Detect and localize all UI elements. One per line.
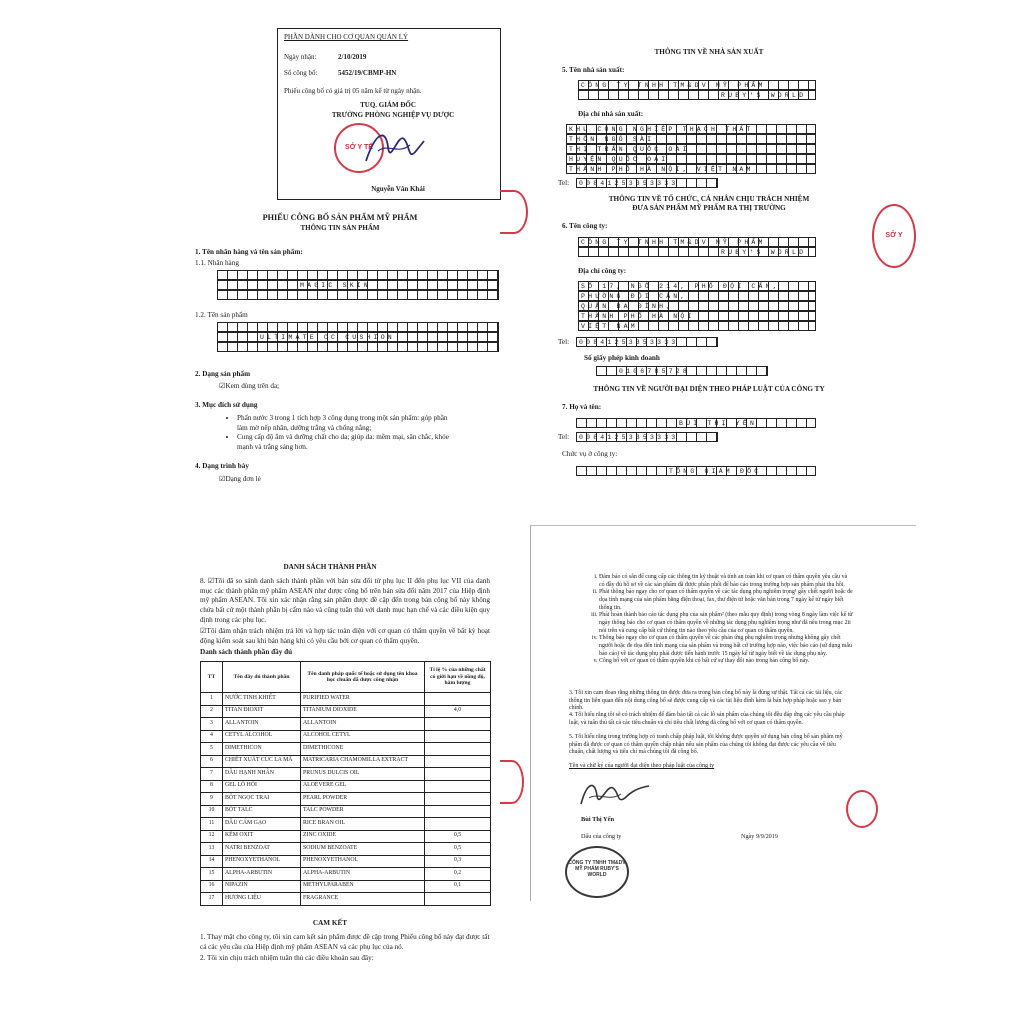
obligations-list <box>587 574 854 666</box>
cell-name: NATRI BENZOAT <box>223 843 301 856</box>
cell-name: ALPHA-ARBUTIN <box>223 868 301 881</box>
page-product-info <box>155 8 500 488</box>
product-name: ULTIMATE CC CUSHION <box>217 332 499 342</box>
company-addr-2: PHƯỜNG ĐỘI CẤN, <box>578 291 816 301</box>
cell-inci: TITANIUM DIOXIDE <box>301 705 425 718</box>
cell-name: BỘT NGỌC TRAI <box>223 793 301 806</box>
header-percent: Tỉ lệ % của những chất có giới hạn về nồng độ, hàm lượng <box>425 662 491 693</box>
cell-tt: 4 <box>201 730 223 743</box>
maker-addr-4: HUYỆN QUỐC OAI <box>566 154 816 164</box>
cell-tt: 3 <box>201 718 223 731</box>
obligation-item: ii. Phải thông báo ngay cho cơ quan có thẩm quyền về các tác dụng phụ nghiêm trọng¹ gây chết người hoặc đe dọa tính mạng của sản phẩm bằng điện thoại, fax, thư điện tử hoặc văn bản trong 7 ngày kể từ ngày biết thông tin. <box>599 589 854 612</box>
cell-name: GEL LÔ HỘI <box>223 780 301 793</box>
section-1-title: 1. Tên nhãn hàng và tên sản phẩm: <box>195 248 303 256</box>
cell-tt: 15 <box>201 868 223 881</box>
cell-inci: SODIUM BENZOATE <box>301 843 425 856</box>
table-row <box>201 830 491 843</box>
cell-tt: 13 <box>201 843 223 856</box>
cell-inci: ZINC OXIDE <box>301 830 425 843</box>
maker-name-1: CÔNG TY TNHH TM&DV MỸ PHẨM <box>578 80 816 90</box>
brand-name: MAGIC SKIN <box>217 280 499 290</box>
obligation-item: v. Công bố với cơ quan có thẩm quyền khi có bất cứ sự thay đổi nào trong bản công bố này. <box>599 658 854 666</box>
rep-signer: Bùi Thị Yến <box>581 816 615 823</box>
product-grid-row-3 <box>217 342 499 352</box>
license-number: 0106785728 <box>596 366 768 376</box>
section-4-title: 4. Dạng trình bày <box>195 462 249 470</box>
table-row <box>201 868 491 881</box>
edge-stamp-icon: SỞ Y <box>872 204 916 268</box>
cell-tt: 6 <box>201 755 223 768</box>
cell-tt: 10 <box>201 805 223 818</box>
cell-inci: PRUNUS DULCIS OIL <box>301 768 425 781</box>
commitment-4: 4. Tôi hiểu rằng tôi sẽ có trách nhiệm để đảm bảo tất cả các lô sản phẩm của chúng tôi đều đáp ứng các yêu cầu pháp luật, và tuân thủ tất cả các tiêu chuẩn và chỉ tiêu chất lượng đã công bố với cơ quan có thẩm quyền. <box>569 712 845 726</box>
company-name-1: CÔNG TY TNHH TM&DV MỸ PHẨM <box>578 237 816 247</box>
company-addr-4: THÀNH PHỐ HÀ NỘI <box>578 311 816 321</box>
cell-percent: 0,5 <box>425 830 491 843</box>
cell-name: KẼM OXIT <box>223 830 301 843</box>
company-seal: CÔNG TY TNHH TM&DV MỸ PHẨM RUBY'S WORLD <box>565 846 629 898</box>
table-row <box>201 755 491 768</box>
maker-addr-1: KHU CÔNG NGHIỆP THẠCH THẤT <box>566 124 816 134</box>
cell-tt: 7 <box>201 768 223 781</box>
cell-percent <box>425 718 491 731</box>
approver-line1: TUQ. GIÁM ĐỐC <box>360 101 416 109</box>
cell-percent <box>425 818 491 831</box>
responsible-title-1: THÔNG TIN VỀ TỔ CHỨC, CÁ NHÂN CHỊU TRÁCH NHIỆM <box>608 195 810 203</box>
table-row <box>201 793 491 806</box>
maker-tel-label: Tel: <box>558 179 570 187</box>
validity-note: Phiếu công bố có giá trị 05 năm kể từ ngày nhận. <box>284 87 422 95</box>
table-row <box>201 743 491 756</box>
cell-name: BỘT TALC <box>223 805 301 818</box>
section-5-title: 5. Tên nhà sản xuất: <box>562 66 625 74</box>
section-1-2-label: 1.2. Tên sản phẩm <box>195 311 248 319</box>
purpose-list <box>227 414 452 453</box>
commitment-2: 2. Tôi xin chịu trách nhiệm tuân thủ các điều khoản sau đây: <box>200 954 374 962</box>
company-addr-3: QUẬN BA ĐÌNH, <box>578 301 816 311</box>
cell-percent: 0,1 <box>425 880 491 893</box>
company-addr-label: Địa chỉ công ty: <box>578 267 627 275</box>
cell-percent <box>425 805 491 818</box>
purpose-item: • Phấn nước 3 trong 1 tích hợp 3 công dụng trong một sản phẩm: góp phần làm mờ nếp nhăn, dưỡng trắng và chống nắng; <box>237 414 452 433</box>
cell-inci: PHENOXYETHANOL <box>301 855 425 868</box>
cell-inci: PEARL POWDER <box>301 793 425 806</box>
page-ingredient-list <box>160 515 500 970</box>
cell-inci: MATRICARIA CHAMOMILLA EXTRACT <box>301 755 425 768</box>
management-box <box>277 28 501 200</box>
cell-name: HƯƠNG LIỆU <box>223 893 301 906</box>
cell-name: DẦU CÁM GẠO <box>223 818 301 831</box>
rep-title: THÔNG TIN VỀ NGƯỜI ĐẠI DIỆN THEO PHÁP LUẬT CỦA CÔNG TY <box>593 385 825 393</box>
cell-tt: 11 <box>201 818 223 831</box>
section-2-title: 2. Dạng sản phẩm <box>195 370 251 378</box>
table-row <box>201 705 491 718</box>
table-header-row <box>201 662 491 693</box>
cell-tt: 5 <box>201 743 223 756</box>
cell-percent <box>425 730 491 743</box>
position-label: Chức vụ ở công ty: <box>562 450 618 458</box>
cell-name: TITAN ĐIOXIT <box>223 705 301 718</box>
cell-name: NƯỚC TINH KHIẾT <box>223 693 301 706</box>
signature-icon <box>575 774 655 814</box>
cell-inci: ALOEVERE GEL <box>301 780 425 793</box>
maker-addr-label: Địa chỉ nhà sản xuất: <box>578 110 644 118</box>
cell-tt: 9 <box>201 793 223 806</box>
commitment-1: 1. Thay mặt cho công ty, tôi xin cam kết sản phẩm được đề cập trong Phiếu công bố này đạt được tất cả các yêu cầu của Hiệp định mỹ phẩm ASEAN và các phụ lục của nó. <box>200 933 490 951</box>
edge-stamp-fragment-icon <box>500 190 528 234</box>
commitment-3: 3. Tôi xin cam đoan rằng những thông tin được đưa ra trong bản công bố này là đúng sự thật. Tất cả các tài liệu, các thông tin liên quan đến nội dung công bố sẽ được cung cấp và các tài liệu đính kèm là bản hợp pháp hoặc sao y bản chính. <box>569 690 843 712</box>
company-addr-1: SỐ 17, NGÕ 214, PHỐ ĐỘI CẤN, <box>578 281 816 291</box>
responsible-title-2: ĐƯA SẢN PHẨM MỸ PHẨM RA THỊ TRƯỜNG <box>632 204 786 212</box>
approver-line2: TRƯỞNG PHÒNG NGHIỆP VỤ DƯỢC <box>331 111 455 119</box>
declaration-text: 8. ☑Tôi đã so sánh danh sách thành phần với bản sửa đổi từ phụ lục II đến phụ lục VII của danh mục các thành phần mỹ phẩm ASEAN như được công bố trên bản sửa đổi năm 2017 của Hiệp định mỹ phẩm ASEAN. Tôi xin xác nhận rằng sản phẩm được đề cập đến trong bản công bố này không chứa bất cứ một thành phần bị cấm nào và cũng tuân thủ với danh mục hạn chế và các điều kiện quy định trong các phụ lục. <box>200 577 490 624</box>
cell-percent <box>425 755 491 768</box>
cell-name: NIPAZIN <box>223 880 301 893</box>
table-row <box>201 893 491 906</box>
cell-percent <box>425 780 491 793</box>
section-4-value: ☑Dạng đơn lẻ <box>219 475 261 483</box>
maker-addr-2: THÔN NGÔ SÀI <box>566 134 816 144</box>
edge-stamp-fragment-icon <box>500 760 524 804</box>
cell-name: CETYL ALCOHOL <box>223 730 301 743</box>
sign-date: Ngày 9/9/2019 <box>741 833 778 840</box>
purpose-item: • Cung cấp độ ẩm và dưỡng chất cho da; giúp da: mềm mại, săn chắc, khỏe mạnh và trắng sáng hơn. <box>237 433 452 452</box>
table-row <box>201 805 491 818</box>
page-manufacturer-info <box>514 8 903 503</box>
signer-name: Nguyễn Văn Khải <box>371 185 425 193</box>
maker-name-2: RUBY'S WORLD <box>578 90 816 100</box>
cell-inci: TALC POWDER <box>301 805 425 818</box>
company-addr-5: VIỆT NAM <box>578 321 816 331</box>
cell-tt: 12 <box>201 830 223 843</box>
maker-addr-5: THÀNH PHỐ HÀ NỘI, VIỆT NAM <box>566 164 816 174</box>
cell-name: CHIẾT XUẤT CÚC LA MÃ <box>223 755 301 768</box>
table-row <box>201 818 491 831</box>
cell-tt: 16 <box>201 880 223 893</box>
table-row <box>201 855 491 868</box>
ingredient-table <box>200 661 491 906</box>
number-value: 5452/19/CBMP-HN <box>338 69 397 77</box>
cell-name: DẦU HẠNH NHÂN <box>223 768 301 781</box>
header-name: Tên đầy đủ thành phần <box>223 662 301 693</box>
position-value: TỔNG GIÁM ĐỐC <box>576 466 816 476</box>
ingredient-title: DANH SÁCH THÀNH PHẦN <box>283 563 377 571</box>
cell-name: PHENOXYETHANOL <box>223 855 301 868</box>
cell-inci: ALPHA-ARBUTIN <box>301 868 425 881</box>
commitment-5: 5. Tôi hiểu rằng trong trường hợp có tranh chấp pháp luật, tôi không được quyền sử dụng bản công bố sản phẩm mỹ phẩm đã được cơ quan có thẩm quyền chấp nhận nếu sản phẩm của chúng tôi không đạt được các yêu cầu về tiêu chuẩn, chất lượng và tiêu chí mà chúng tôi đã công bố. <box>569 734 843 756</box>
page-commitments <box>530 525 916 901</box>
rep-tel: 00841253353333 <box>576 432 718 442</box>
table-row <box>201 768 491 781</box>
sign-label: Tên và chữ ký của người đại diện theo pháp luật của công ty <box>569 763 715 769</box>
company-tel-label: Tel: <box>558 338 570 346</box>
received-value: 2/10/2019 <box>338 53 367 61</box>
cell-tt: 8 <box>201 780 223 793</box>
brand-grid-row-1 <box>217 270 499 280</box>
section-6-title: 6. Tên công ty: <box>562 222 608 230</box>
cell-percent <box>425 793 491 806</box>
manufacturer-title: THÔNG TIN VỀ NHÀ SẢN XUẤT <box>654 48 764 56</box>
rep-name: BÙI THỊ YẾN <box>576 418 816 428</box>
header-inci: Tên danh pháp quốc tế hoặc sử dụng tên khoa học chuẩn đã được công nhận <box>301 662 425 693</box>
cell-inci: ALCOHOL CETYL <box>301 730 425 743</box>
table-row <box>201 693 491 706</box>
mgmt-title: PHẦN DÀNH CHO CƠ QUAN QUẢN LÝ <box>284 33 409 41</box>
table-row <box>201 730 491 743</box>
brand-grid-row-3 <box>217 290 499 300</box>
cell-percent <box>425 893 491 906</box>
cell-percent <box>425 743 491 756</box>
section-1-1-label: 1.1. Nhãn hàng <box>195 259 239 267</box>
section-3-title: 3. Mục đích sử dụng <box>195 401 258 409</box>
cell-percent: 0,5 <box>425 843 491 856</box>
edge-stamp-fragment-icon <box>846 790 878 828</box>
doc-subtitle: THÔNG TIN SẢN PHẨM <box>300 224 380 232</box>
doc-title: PHIẾU CÔNG BỐ SẢN PHẨM MỸ PHẨM <box>262 213 418 222</box>
cell-tt: 17 <box>201 893 223 906</box>
cell-percent: 0,3 <box>425 855 491 868</box>
cell-percent: 4,0 <box>425 705 491 718</box>
cell-inci: DIMETHICONE <box>301 743 425 756</box>
number-label: Số công bố: <box>284 69 318 77</box>
obligation-item: iv. Thông báo ngay cho cơ quan có thẩm quyền về các phản ứng phụ nghiêm trọng nhưng không gây chết người hoặc đe dọa đến tính mạng của sản phẩm và trong bất cứ trường hợp nào, việc báo cáo (sử dụng mẫu báo cáo) về tác dụng phụ phải được tiến hành trước 15 ngày kể từ ngày biết về tác dụng phụ này. <box>599 635 854 658</box>
cell-name: DIMETHICON <box>223 743 301 756</box>
section-2-value: ☑Kem dùng trên da; <box>219 382 280 390</box>
cell-inci: PURIFIED WATER <box>301 693 425 706</box>
cell-percent <box>425 768 491 781</box>
cell-tt: 1 <box>201 693 223 706</box>
table-row <box>201 880 491 893</box>
commitment-title: CAM KẾT <box>312 919 348 927</box>
license-label: Số giấy phép kinh doanh <box>584 354 660 362</box>
maker-tel: 00841253353333 <box>576 178 718 188</box>
table-row <box>201 718 491 731</box>
maker-addr-3: THỊ TRẤN QUỐC OAI <box>566 144 816 154</box>
table-row <box>201 843 491 856</box>
health-dept-stamp: SỞ Y TẾ <box>334 123 384 173</box>
section-7-title: 7. Họ và tên: <box>562 403 602 411</box>
obligation-item: iii. Phải hoàn thành báo cáo tác dụng phụ của sản phẩm² (theo mẫu quy định) trong vòng 8 ngày làm việc kể từ ngày thông báo cho cơ quan có thẩm quyền về những tác dụng phụ nghiêm trọng như đã nêu trong mục 2ii nói trên và cung cấp bất cứ thông tin nào theo yêu cầu của cơ quan có thẩm quyền. <box>599 612 854 635</box>
cell-percent: 0,2 <box>425 868 491 881</box>
cell-inci: FRAGRANCE <box>301 893 425 906</box>
declaration-text-2: ☑Tôi đảm nhận trách nhiệm trả lời và hợp tác toàn diện với cơ quan có thẩm quyền về bất kỳ hoạt động kiểm soát sau khi bán hàng khi có yêu cầu bởi cơ quan có thẩm quyền. <box>200 627 490 645</box>
received-label: Ngày nhận: <box>284 53 317 61</box>
list-title: Danh sách thành phần đầy đủ <box>200 648 293 656</box>
company-tel: 00841253353333 <box>576 337 718 347</box>
cell-tt: 14 <box>201 855 223 868</box>
cell-name: ALLANTOIN <box>223 718 301 731</box>
rep-tel-label: Tel: <box>558 433 570 441</box>
seal-label: Dấu của công ty <box>581 833 622 840</box>
cell-inci: ALLANTOIN <box>301 718 425 731</box>
cell-inci: METHYLPARABEN <box>301 880 425 893</box>
header-tt: TT <box>201 662 223 693</box>
product-grid-row-1 <box>217 322 499 332</box>
cell-inci: RICE BRAN OIL <box>301 818 425 831</box>
obligation-item: i. Đảm bảo có sẵn để cung cấp các thông tin kỹ thuật và tính an toàn khi cơ quan có thẩm quyền yêu cầu và có đầy đủ hồ sơ về các sản phẩm đã được phân phối để báo cáo trong trường hợp sản phẩm phải thu hồi. <box>599 574 854 589</box>
cell-tt: 2 <box>201 705 223 718</box>
company-name-2: RUBY'S WORLD <box>578 247 816 257</box>
table-row <box>201 780 491 793</box>
cell-percent <box>425 693 491 706</box>
signature-icon <box>358 121 428 173</box>
